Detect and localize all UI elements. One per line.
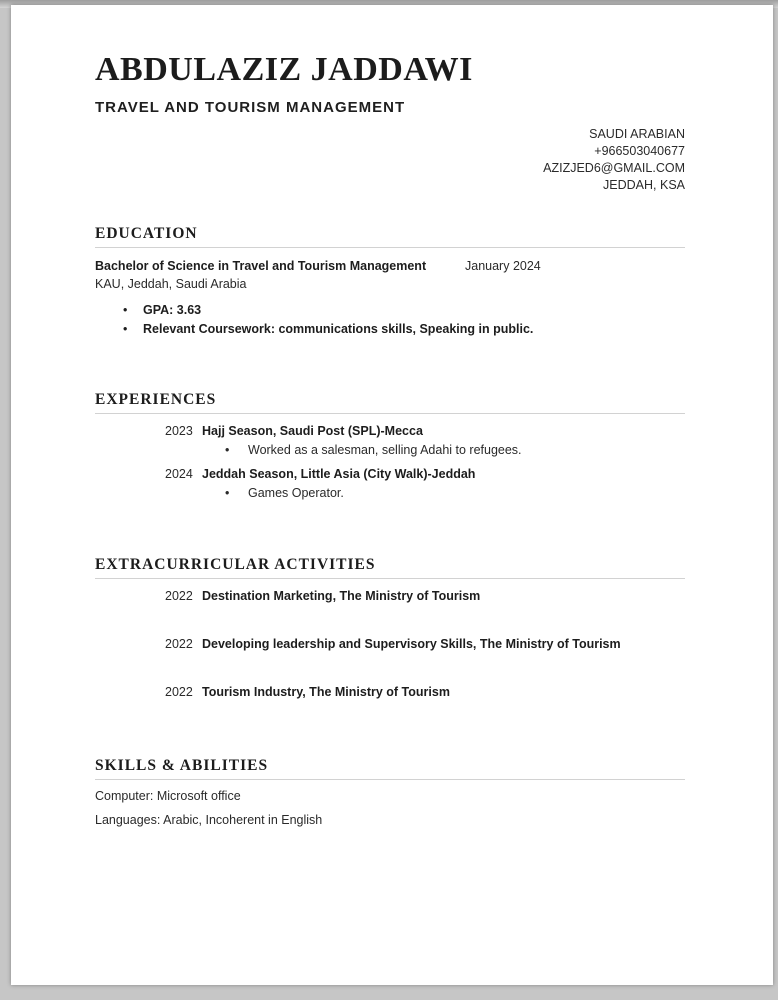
experience-bullet bbox=[202, 485, 685, 502]
education-bullet-list bbox=[95, 301, 685, 338]
activity-title: Developing leadership and Supervisory Skills, The Ministry of Tourism bbox=[202, 637, 621, 651]
education-bullet bbox=[95, 301, 685, 320]
graduation-date: January 2024 bbox=[465, 259, 541, 273]
education-entry bbox=[95, 258, 685, 275]
activity-item bbox=[95, 588, 685, 605]
skill-languages: Languages: Arabic, Incoherent in English bbox=[95, 813, 323, 827]
resume-page bbox=[11, 5, 773, 985]
section-divider bbox=[95, 779, 685, 780]
bullet-marker: • bbox=[225, 486, 230, 500]
experience-body bbox=[202, 466, 685, 502]
experience-bullet-text: Worked as a salesman, selling Adahi to refugees. bbox=[248, 443, 522, 457]
bullet-marker: • bbox=[225, 443, 230, 457]
contact-email: AZIZJED6@GMAIL.COM bbox=[543, 161, 685, 175]
section-divider bbox=[95, 578, 685, 579]
experience-year: 2023 bbox=[165, 424, 193, 438]
education-heading: EDUCATION bbox=[95, 225, 198, 242]
education-bullet bbox=[95, 320, 685, 339]
bullet-marker: • bbox=[123, 303, 128, 317]
activity-item bbox=[95, 636, 685, 653]
section-divider bbox=[95, 247, 685, 248]
experience-item bbox=[95, 466, 685, 502]
experience-body bbox=[202, 423, 685, 459]
activity-title: Destination Marketing, The Ministry of Tourism bbox=[202, 589, 481, 603]
candidate-name: ABDULAZIZ JADDAWI bbox=[95, 51, 473, 88]
experience-item bbox=[95, 423, 685, 459]
experience-bullet-text: Games Operator. bbox=[248, 486, 344, 500]
skills-heading: SKILLS & ABILITIES bbox=[95, 757, 269, 774]
education-bullet-text: Relevant Coursework: communications skills, Speaking in public. bbox=[143, 321, 534, 336]
experience-year: 2024 bbox=[165, 467, 193, 481]
skill-computer: Computer: Microsoft office bbox=[95, 789, 241, 803]
activity-year: 2022 bbox=[165, 589, 193, 603]
activity-title: Tourism Industry, The Ministry of Tourism bbox=[202, 685, 450, 699]
contact-location: JEDDAH, KSA bbox=[603, 178, 685, 192]
contact-phone: +966503040677 bbox=[594, 144, 685, 158]
activity-year: 2022 bbox=[165, 685, 193, 699]
bullet-marker: • bbox=[123, 321, 128, 336]
contact-block bbox=[95, 126, 685, 194]
contact-nationality: SAUDI ARABIAN bbox=[589, 127, 685, 141]
activity-year: 2022 bbox=[165, 637, 193, 651]
experience-title: Jeddah Season, Little Asia (City Walk)-Jeddah bbox=[202, 467, 476, 481]
candidate-title: TRAVEL AND TOURISM MANAGEMENT bbox=[95, 99, 406, 116]
experience-title: Hajj Season, Saudi Post (SPL)-Mecca bbox=[202, 424, 423, 438]
section-divider bbox=[95, 413, 685, 414]
degree-title: Bachelor of Science in Travel and Tourism Management bbox=[95, 259, 427, 273]
extracurricular-heading: EXTRACURRICULAR ACTIVITIES bbox=[95, 556, 376, 573]
activity-item bbox=[95, 684, 685, 701]
education-bullet-text: GPA: 3.63 bbox=[143, 303, 202, 317]
experience-bullet bbox=[202, 442, 685, 459]
experiences-heading: EXPERIENCES bbox=[95, 391, 217, 408]
school-name: KAU, Jeddah, Saudi Arabia bbox=[95, 277, 247, 291]
